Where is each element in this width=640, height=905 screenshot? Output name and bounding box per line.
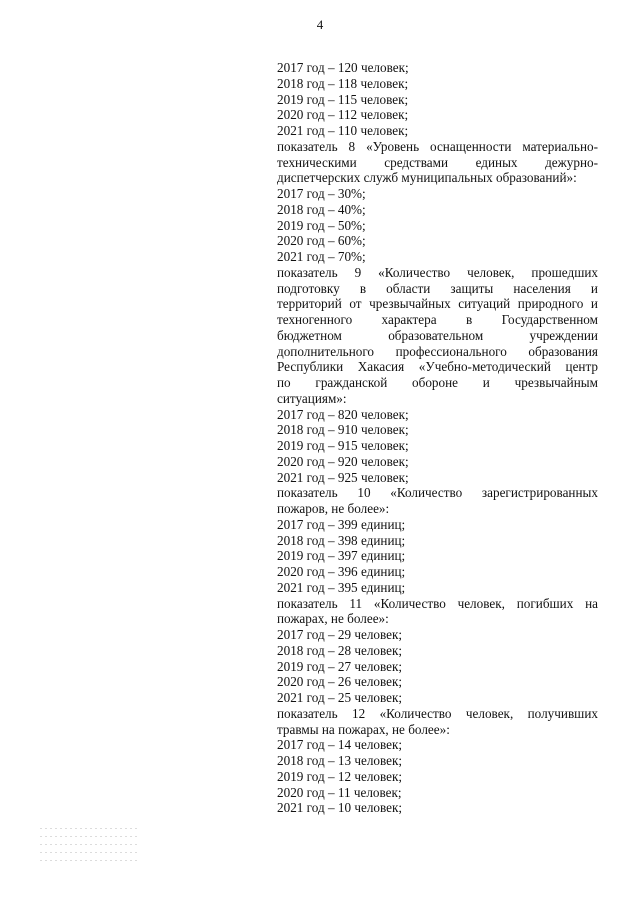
text-line: дополнительного профессионального образования <box>277 343 598 359</box>
text-line: показатель 10 «Количество зарегистрированных <box>277 485 598 501</box>
text-line: показатель 9 «Количество человек, прошедших <box>277 264 598 280</box>
text-line: показатель 12 «Количество человек, получивших <box>277 705 598 721</box>
text-line: 2019 год – 397 единиц; <box>277 548 406 564</box>
text-line: подготовку в области защиты населения и <box>277 280 598 296</box>
document-body <box>277 60 598 816</box>
text-line: 2019 год – 50%; <box>277 217 366 233</box>
text-line: по гражданской обороне и чрезвычайным <box>277 375 598 390</box>
text-line: 2017 год – 120 человек; <box>277 60 409 75</box>
text-line: 2021 год – 25 человек; <box>277 690 403 705</box>
text-line: показатель 8 «Уровень оснащенности материально- <box>277 138 598 154</box>
text-line: 2021 год – 925 человек; <box>277 469 409 485</box>
text-line: 2017 год – 399 единиц; <box>277 516 406 532</box>
text-line: 2018 год – 13 человек; <box>277 753 403 768</box>
text-line: 2021 год – 70%; <box>277 249 366 264</box>
text-line: диспетчерских служб муниципальных образований»: <box>277 170 577 186</box>
text-line: 2017 год – 14 человек; <box>277 737 403 753</box>
text-line: 2019 год – 915 человек; <box>277 438 409 453</box>
text-line: 2017 год – 29 человек; <box>277 627 403 642</box>
text-line: 2017 год – 30%; <box>277 186 366 201</box>
text-line: 2020 год – 26 человек; <box>277 674 403 690</box>
text-line: 2018 год – 910 человек; <box>277 422 409 438</box>
text-line: территорий от чрезвычайных ситуаций природного и <box>277 296 598 312</box>
text-line: ситуациям»: <box>277 390 347 406</box>
text-line: 2020 год – 112 человек; <box>277 107 409 123</box>
text-line: 2019 год – 12 человек; <box>277 768 403 784</box>
text-line: 2018 год – 118 человек; <box>277 75 409 91</box>
text-line: 2019 год – 115 человек; <box>277 91 409 107</box>
text-line: техногенного характера в Государственном <box>277 312 598 327</box>
text-line: 2018 год – 398 единиц; <box>277 532 406 548</box>
text-line: 2018 год – 28 человек; <box>277 642 403 658</box>
page-number: 4 <box>316 17 324 32</box>
text-line: травмы на пожарах, не более»: <box>277 721 450 737</box>
text-line: пожаров, не более»: <box>277 501 390 516</box>
text-line: 2018 год – 40%; <box>277 201 366 217</box>
text-line: 2020 год – 396 единиц; <box>277 564 406 579</box>
text-line: 2020 год – 11 человек; <box>277 784 402 800</box>
text-line: показатель 11 «Количество человек, погибших на <box>277 595 598 611</box>
faded-stamp-mark <box>40 828 140 874</box>
text-line: 2017 год – 820 человек; <box>277 406 409 422</box>
text-line: 2020 год – 920 человек; <box>277 453 409 469</box>
text-line: бюджетном образовательном учреждении <box>277 327 598 343</box>
text-line: 2020 год – 60%; <box>277 233 366 249</box>
text-line: Республики Хакасия «Учебно-методический центр <box>277 359 598 375</box>
text-line: 2021 год – 110 человек; <box>277 123 409 138</box>
text-line: 2019 год – 27 человек; <box>277 658 403 674</box>
text-line: 2021 год – 10 человек; <box>277 800 403 816</box>
text-line: пожарах, не более»: <box>277 611 389 627</box>
text-line: 2021 год – 395 единиц; <box>277 579 406 595</box>
text-line: техническими средствами единых дежурно- <box>277 154 598 170</box>
